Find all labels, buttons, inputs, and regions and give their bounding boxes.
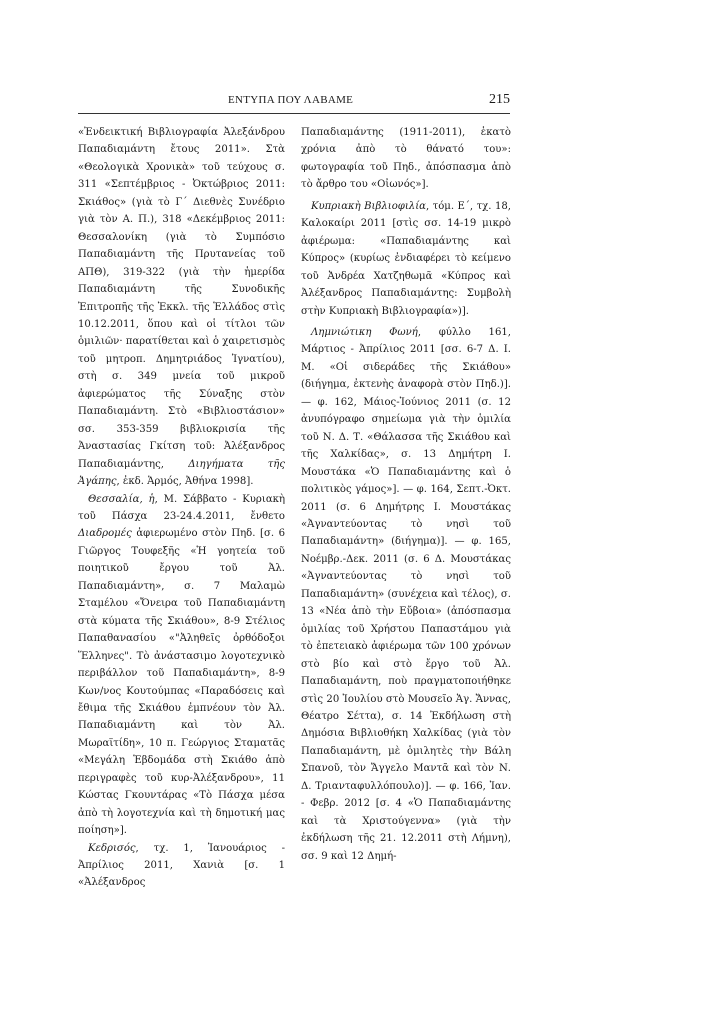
paragraph-text: , τχ. 1, Ἰανουάριος - Ἀπρίλιος 2011, Χανιὰ [σ. 1 «Ἀλέξανδρος — [78, 842, 285, 889]
paragraph-limniotiki-foni — [301, 324, 511, 865]
left-column — [78, 124, 285, 892]
right-column — [301, 124, 511, 865]
periodical-title-italic: Θεσσαλία, ἡ — [88, 493, 155, 505]
paragraph-thessalia — [78, 491, 285, 840]
running-head — [78, 92, 510, 112]
supplement-title-italic: Διαδρομές — [78, 528, 132, 540]
periodical-title-italic: Λημνιώτικη Φωνή — [311, 326, 418, 338]
paragraph-text: , τόμ. Ε΄, τχ. 18, Καλοκαίρι 2011 [στὶς σσ. 14-19 μικρὸ ἀφιέρωμα: «Παπαδιαμάντης καὶ Κύπρος» (κυρίως ἐνδιαφέρει τὸ κείμενο τοῦ Ἀνδρέα Χατζηθωμᾶ «Κύπρος καὶ Ἀλέξανδρος Παπαδιαμάντης: Συμβολὴ στὴν Κυπριακὴ Βιβλιογραφία»)]. — [301, 200, 512, 317]
paragraph-text: «Ἐνδεικτική Βιβλιογραφία Ἀλεξάνδρου Παπαδιαμάντη ἔτους 2011». Στὰ «Θεολογικὰ Χρονικὰ» τοῦ τεύχους σ. 311 «Σεπτέμβριος - Ὀκτώβριος 2011: Σκιάθος» (γιὰ τὸ Γ΄ Διεθνὲς Συνέδριο γιὰ τὸν Α. Π.), 318 «Δεκέμβριος 2011: Θεσσαλονίκη (γιὰ τὸ Συμπόσιο Παπαδιαμάντη τῆς Πρυτανείας τοῦ ΑΠΘ), 319-322 (γιὰ τὴν ἡμερίδα Παπαδιαμάντη τῆς Συνοδικῆς Ἐπιτροπῆς τῆς Ἐκκλ. τῆς Ἑλλάδος στὶς 10.12.2011, ὅπου καὶ οἱ τίτλοι τῶν ὁμιλιῶν· παρατίθεται καὶ ὁ χαιρετισμὸς τοῦ μητροπ. Δημητριάδος Ἰγνατίου), στὴ σ. 349 μνεία τοῦ μικροῦ ἀφιερώματος τῆς Σύναξης στὸν Παπαδιαμάντη. Στὸ «Βιβλιοστάσιον» σσ. 353-359 βιβλιοκρισία τῆς Ἀναστασίας Γκίτση τοῦ: Ἀλέξανδρος Παπαδιαμάντης, — [78, 127, 285, 470]
page-number: 215 — [489, 92, 510, 107]
running-title: ΕΝΤΥΠΑ ΠΟΥ ΛΑΒΑΜΕ — [228, 94, 354, 106]
paragraph-continuation — [301, 124, 511, 194]
paragraph-text: , φύλλο 161, Μάρτιος - Ἀπρίλιος 2011 [σσ. 6-7 Δ. Ι. Μ. «Οἱ σιδεράδες τῆς Σκιάθου» (διήγημα, ἐκτενὴς ἀναφορὰ στὸν Πηδ.)]. — φ. 162, Μάιος-Ἰούνιος 2011 (σ. 12 ἀνυπόγραφο σημείωμα γιὰ τὴν ὁμιλία τοῦ Ν. Δ. Τ. «Θάλασσα τῆς Σκιάθου καὶ τῆς Χαλκίδας», σ. 13 Δημήτρη Ι. Μουστάκα «Ὁ Παπαδιαμάντης καὶ ὁ πολιτικὸς γάμος»]. — φ. 164, Σεπτ.-Ὀκτ. 2011 (σ. 6 Δημήτρης Ι. Μουστάκας «Ἀγναντεύοντας τὸ νησὶ τοῦ Παπαδιαμάντη» (διήγημα)]. — φ. 165, Νοέμβρ.-Δεκ. 2011 (σ. 6 Δ. Μουστάκας «Ἀγναντεύοντας τὸ νησὶ τοῦ Παπαδιαμάντη» (συνέχεια καὶ τέλος), σ. 13 «Νέα ἀπὸ τὴν Εὔβοια» (ἀπόσπασμα ὁμιλίας τοῦ Χρήστου Παπαστάμου γιὰ τὸ ἐπετειακὸ ἀφιέρωμα τῶν 100 χρόνων στὸ βίο καὶ στὸ ἔργο τοῦ Ἀλ. Παπαδιαμάντη, ποὺ πραγματοποιήθηκε στὶς 20 Ἰουλίου στὸ Μουσεῖο Ἁγ. Ἄννας, Θέατρο Σέττα), σ. 14 Ἐκδήλωση στὴ Δημόσια Βιβλιοθήκη Χαλκίδας (γιὰ τὸν Παπαδιαμάντη, μὲ ὁμιλητὲς τὴν Βάλη Σπανοῦ, τὸν Ἄγγελο Μαντᾶ καὶ τὸν Ν. Δ. Τριανταφυλλόπουλο)]. — φ. 166, Ἰαν. - Φεβρ. 2012 [σ. 4 «Ὁ Παπαδιαμάντης καὶ τὰ Χριστούγεννα» (γιὰ τὴν ἐκδήλωση τῆς 21. 12.2011 στὴ Λήμνη), σσ. 9 καὶ 12 Δημή- — [301, 326, 511, 862]
periodical-title-italic: Κυπριακὴ Βιβλιοφιλία — [311, 200, 426, 212]
paragraph-bibliography-note — [78, 124, 285, 491]
paragraph-text: Παπαδιαμάντης (1911-2011), ἑκατὸ χρόνια ἀπὸ τὸ θάνατό του»: φωτογραφία τοῦ Πηδ., ἀπόσπασμα ἀπὸ τὸ ἄρθρο του «Οἰωνός»]. — [301, 127, 511, 191]
paragraph-text-rest: ἀφιερωμένο στὸν Πηδ. [σ. 6 Γιῶργος Τουφεξῆς «Ἡ γοητεία τοῦ ποιητικοῦ ἔργου τοῦ Ἀλ. Παπαδιαμάντη», σ. 7 Μαλαμὼ Σταμέλου «Ὄνειρα τοῦ Παπαδιαμάντη στὰ κύματα τῆς Σκιάθου», 8-9 Στέλιος Παπαθανασίου «"Ἀληθεῖς ὀρθόδοξοι Ἕλληνες". Τὸ ἀνάστασιμο λογοτεχνικὸ περιβάλλον τοῦ Παπαδιαμάντη», 8-9 Κων/νος Κουτούμπας «Παραδόσεις καὶ ἔθιμα τῆς Σκιάθου ἐμπνέουν τὸν Ἀλ. Παπαδιαμάντη καὶ τὸν Ἀλ. Μωραϊτίδη», 10 π. Γεώργιος Σταματᾶς «Μεγάλη Ἑβδομάδα στὴ Σκιάθο ἀπὸ περιγραφὲς τοῦ κυρ-Ἀλέξανδρου», 11 Κώστας Γκουντάρας «Τὸ Πάσχα μέσα ἀπὸ τὴ λογοτεχνία καὶ τὴ δημοτική μας ποίηση»]. — [78, 528, 285, 837]
header-rule — [78, 113, 510, 114]
book-title-italic: Διηγήματα τῆς Ἀγάπης — [78, 458, 285, 488]
paragraph-text: , Μ. Σάββατο - Κυριακὴ τοῦ Πάσχα 23-24.4.2011, ἔνθετο — [78, 493, 285, 522]
paragraph-text-end: , ἐκδ. Ἁρμός, Ἀθήνα 1998]. — [116, 476, 254, 488]
periodical-title-italic: Κεδρισός — [88, 842, 136, 854]
paragraph-kedrisos — [78, 840, 285, 892]
paragraph-kypriaki-vivliofilia — [301, 198, 511, 320]
